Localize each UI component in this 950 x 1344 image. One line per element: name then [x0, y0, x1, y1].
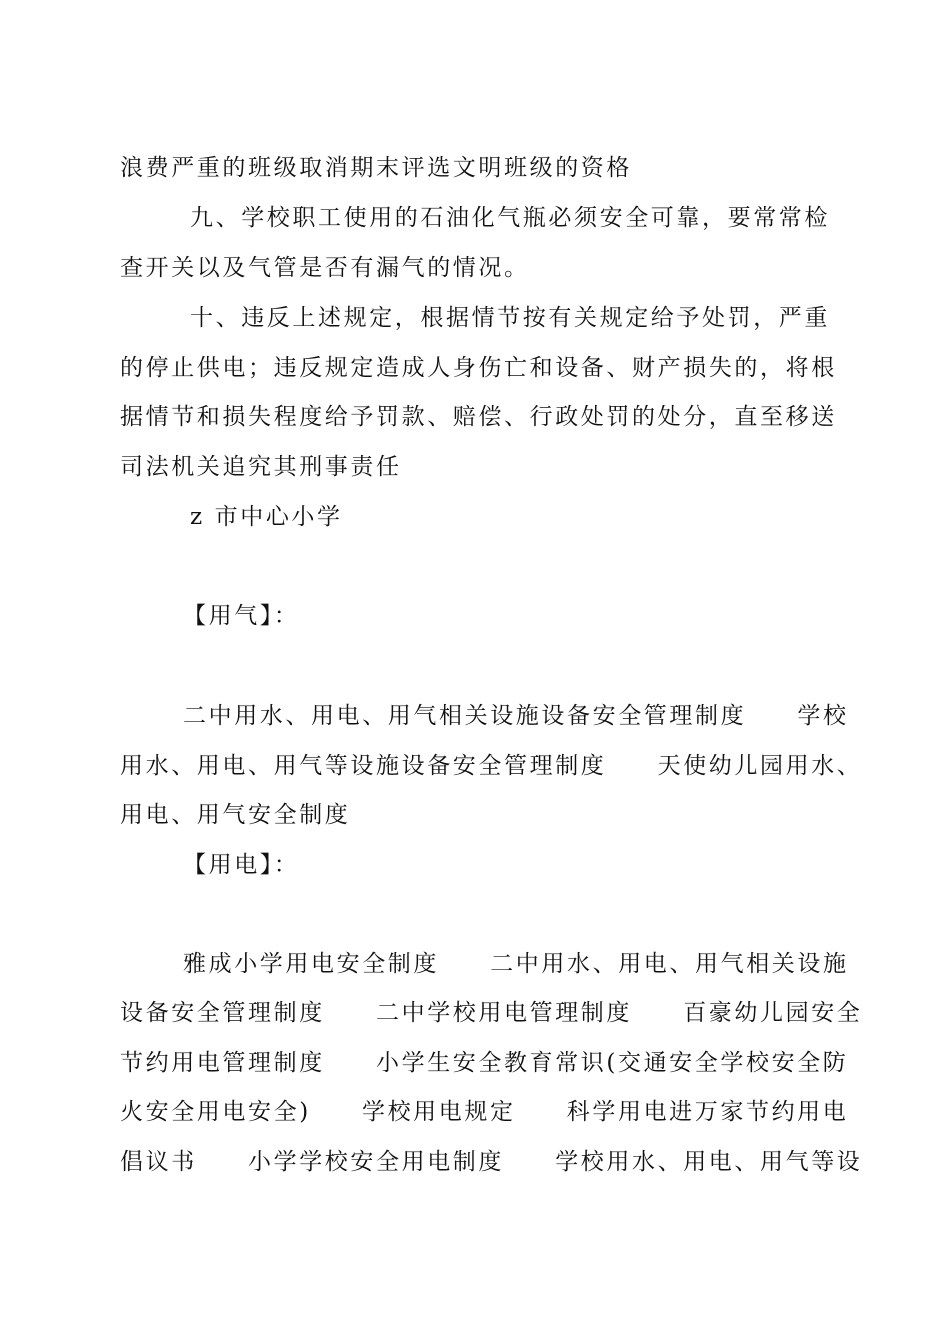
- related-links-line: 节约用电管理制度 小学生安全教育常识(交通安全学校安全防: [120, 1050, 849, 1076]
- paragraph-line: 的停止供电；违反规定造成人身伤亡和设备、财产损失的，将根: [120, 355, 837, 381]
- paragraph-line: 九、学校职工使用的石油化气瓶必须安全可靠，要常常检: [190, 205, 830, 231]
- related-links-line: 雅成小学用电安全制度 二中用水、用电、用气相关设施: [183, 951, 849, 977]
- paragraph-line: 司法机关追究其刑事责任: [120, 454, 402, 480]
- paragraph-line: 据情节和损失程度给予罚款、赔偿、行政处罚的处分，直至移送: [120, 404, 837, 430]
- related-links-line: 用电、用气安全制度: [120, 802, 351, 828]
- paragraph-line: 查开关以及气管是否有漏气的情况。: [120, 255, 530, 281]
- paragraph-line: 浪费严重的班级取消期末评选文明班级的资格: [120, 155, 632, 181]
- related-links-line: 倡议书 小学学校安全用电制度 学校用水、用电、用气等设: [120, 1149, 863, 1175]
- related-links-line: 二中用水、用电、用气相关设施设备安全管理制度 学校: [183, 703, 849, 729]
- section-heading-electricity: 【用电】：: [183, 852, 300, 878]
- section-heading-gas: 【用气】：: [183, 603, 300, 629]
- signature-line: z 市中心小学: [190, 504, 343, 530]
- paragraph-line: 十、违反上述规定，根据情节按有关规定给予处罚，严重: [190, 305, 830, 331]
- related-links-line: 用水、用电、用气等设施设备安全管理制度 天使幼儿园用水、: [120, 753, 863, 779]
- related-links-line: 火安全用电安全) 学校用电规定 科学用电进万家节约用电: [120, 1099, 849, 1125]
- related-links-line: 设备安全管理制度 二中学校用电管理制度 百豪幼儿园安全: [120, 1000, 863, 1026]
